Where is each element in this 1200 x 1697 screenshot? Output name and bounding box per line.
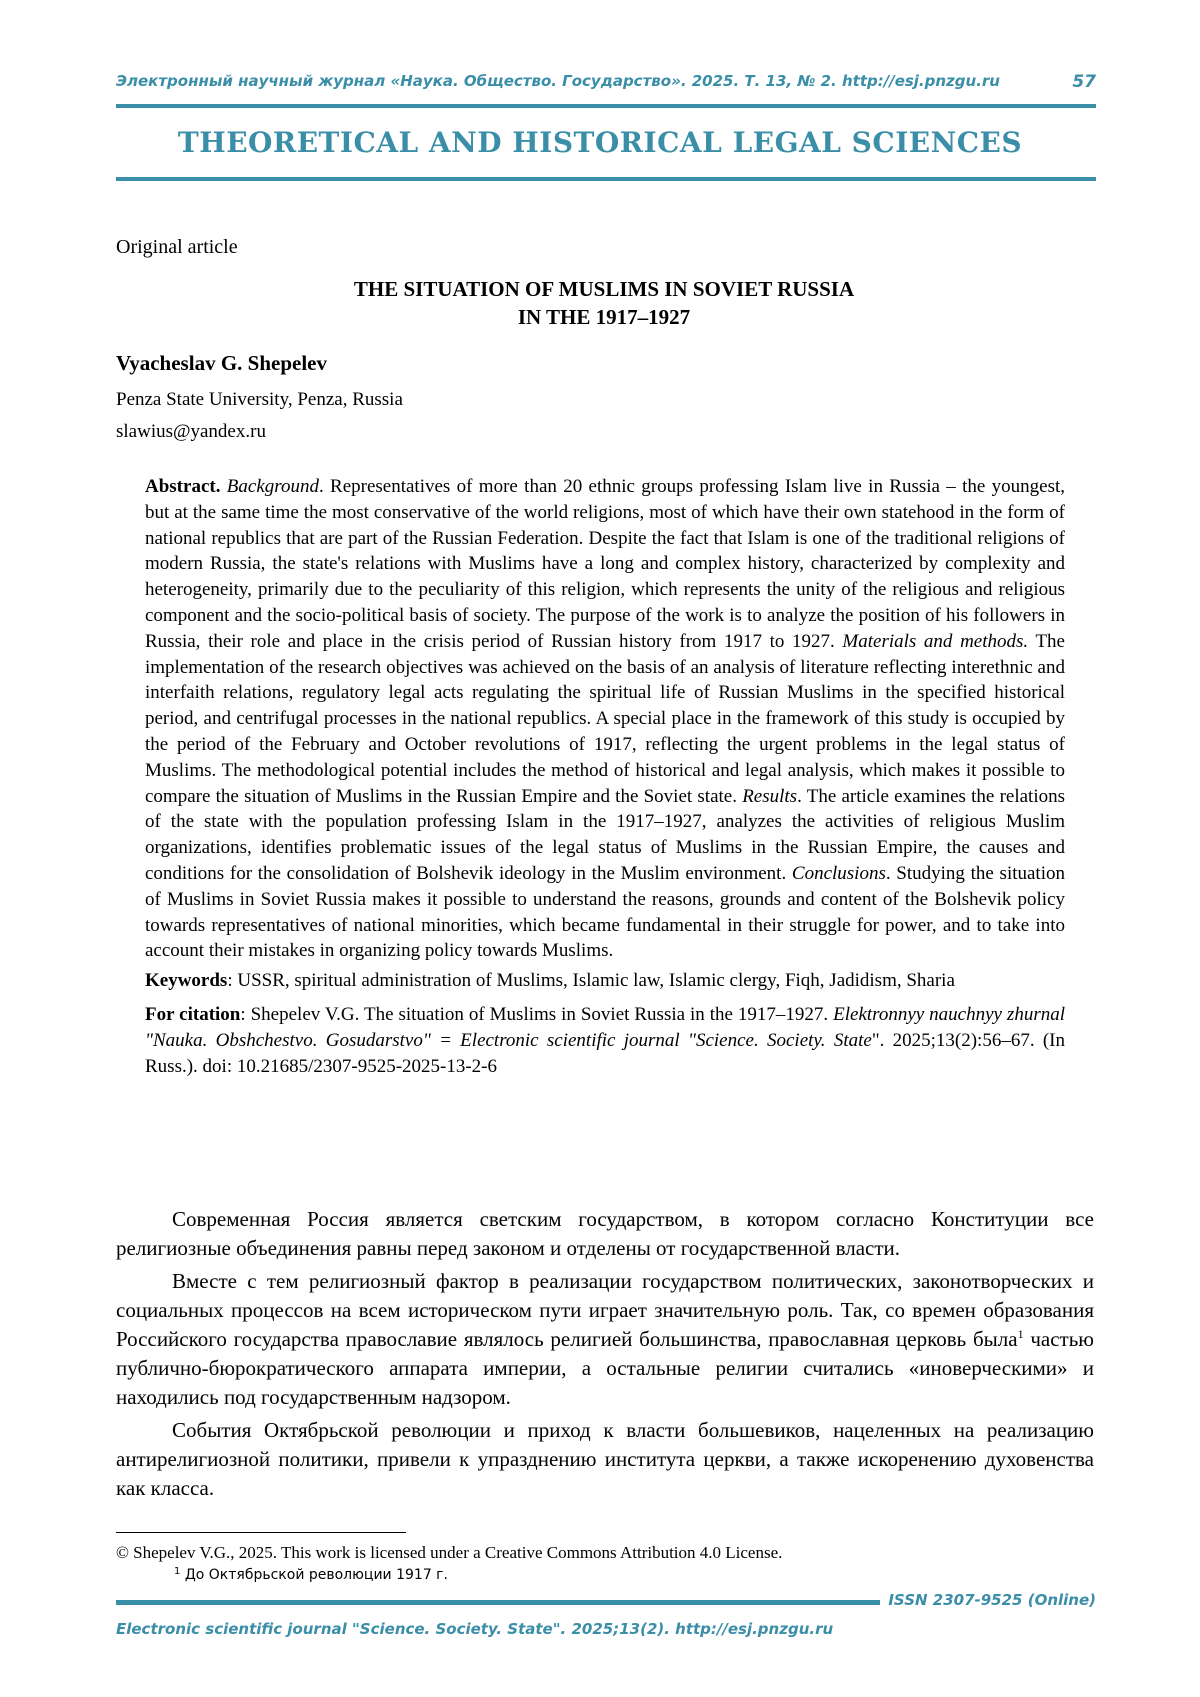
article-type: Original article (116, 236, 238, 258)
body-paragraph-2-part-1: Вместе с тем религиозный фактор в реализации государством политических, законотворческих и социальных процессов на всем историческом пути играет значительную роль. Так, со времен образования Российского государства православие являлось религией большинства, православная церковь была (116, 1269, 1094, 1351)
section-title: THEORETICAL AND HISTORICAL LEGAL SCIENCES (177, 126, 1023, 159)
footer-journal: Electronic scientific journal "Science. Society. State". 2025;13(2). http://esj.pnzgu.ru (116, 1620, 834, 1638)
page-number: 57 (1072, 72, 1096, 92)
footnote-text: До Октябрьской революции 1917 г. (180, 1567, 448, 1583)
abstract-results-label: Results (742, 785, 798, 807)
abstract-conclusions-text: . Studying the situation of Muslims in Soviet Russia makes it possible to understand the reasons, grounds and content of the Bolshevik policy towards representatives of national minorities, which became fundamental in their struggle for power, and to take into account their mistakes in organizing policy towards Muslims. (145, 862, 1065, 962)
author-name: Vyacheslav G. Shepelev (116, 351, 327, 375)
author-email[interactable]: slawius@yandex.ru (116, 421, 266, 442)
abstract-methods-label: Materials and methods. (842, 630, 1029, 652)
author-affiliation: Penza State University, Penza, Russia (116, 389, 403, 410)
article-title-line-2: IN THE 1917–1927 (517, 305, 691, 329)
body-paragraph-3: События Октябрьской революции и приход к власти большевиков, нацеленных на реализацию антирелигиозной политики, привели к упразднению института церкви, а также искоренению духовенства как класса. (116, 1418, 1094, 1500)
article-title (116, 275, 1092, 331)
running-header-journal: Электронный научный журнал «Наука. Общество. Государство». 2025. Т. 13, № 2. http://esj.pnzgu.ru (116, 72, 1000, 90)
citation-journal: Elektronnyy nauchnyy zhurnal "Nauka. Obshchestvo. Gosudarstvo" = Electronic scientific journal "Science. Society. State (145, 1003, 1065, 1051)
abstract-results-text: . The article examines the relations of the state with the population professing Islam in the 1917–1927, analyzes the activities of religious Muslim organizations, identifies problematic issues of the legal status of Muslims in the Russian Empire, the causes and conditions for the consolidation of Bolshevik ideology in the Muslim environment. (145, 785, 1065, 884)
citation-text-2: ". 2025;13(2):56–67. (In Russ.). doi: 10.21685/2307-9525-2025-13-2-6 (145, 1029, 1065, 1077)
body-paragraph-1: Современная Россия является светским государством, в котором согласно Конституции все религиозные объединения равны перед законом и отделены от государственной власти. (116, 1207, 1094, 1260)
abstract-block (145, 474, 1065, 1079)
citation (145, 1002, 1065, 1079)
footnote (174, 1567, 448, 1583)
header-divider (116, 104, 1096, 108)
license-note: © Shepelev V.G., 2025. This work is licensed under a Creative Commons Attribution 4.0 License. (116, 1543, 783, 1562)
abstract-background-label: Background (226, 476, 319, 497)
abstract-conclusions-label: Conclusions (791, 862, 886, 884)
abstract-background-text: . Representatives of more than 20 ethnic groups professing Islam live in Russia – the youngest, but at the same time the most conservative of the world religions, most of which have their own statehood in the form of national republics that are part of the Russian Federation. Despite the fact that Islam is one of the traditional religions of modern Russia, the state's relations with Muslims have a long and complex history, characterized by complexity and heterogeneity, primarily due to the peculiarity of this religion, which represents the unity of the religious and religious component and the socio-political basis of society. The purpose of the work is to analyze the position of his followers in Russia, their role and place in the crisis period of Russian history from 1917 to 1927. (145, 476, 1065, 652)
body-text (116, 1205, 1094, 1503)
article-title-line-1: THE SITUATION OF MUSLIMS IN SOVIET RUSSIA (353, 277, 855, 301)
footnote-divider (116, 1532, 406, 1533)
body-paragraph-2-part-2: частью публично-бюрократического аппарата империи, а остальные религии считались «иноверческими» и находились под государственным надзором. (116, 1327, 1094, 1409)
keywords-text: : USSR, spiritual administration of Muslims, Islamic law, Islamic clergy, Fiqh, Jadidism, Sharia (227, 970, 955, 992)
footer-issn: ISSN 2307-9525 (Online) (888, 1591, 1096, 1609)
footnote-marker: 1 (174, 1566, 181, 1577)
citation-text-1: : Shepelev V.G. The situation of Muslims in Soviet Russia in the 1917–1927. (240, 1003, 834, 1025)
abstract-label: Abstract. (145, 476, 221, 497)
footer-divider (116, 1600, 880, 1605)
abstract-methods-text: The implementation of the research objectives was achieved on the basis of an analysis of literature reflecting interethnic and interfaith relations, regulatory legal acts regulating the spiritual life of Russian Muslims in the specified historical period, and centrifugal processes in the national republics. A special place in the framework of this study is occupied by the period of the February and October revolutions of 1917, reflecting the urgent problems in the legal status of Muslims. The methodological potential includes the method of historical and legal analysis, which makes it possible to compare the situation of Muslims in the Russian Empire and the Soviet state. (145, 630, 1065, 807)
section-divider (116, 177, 1096, 181)
footnote-reference[interactable]: 1 (1017, 1327, 1024, 1341)
keywords (145, 968, 1065, 994)
citation-label: For citation (145, 1003, 241, 1025)
keywords-label: Keywords (145, 970, 228, 992)
abstract (145, 474, 1065, 964)
body-paragraph-2 (116, 1267, 1094, 1412)
